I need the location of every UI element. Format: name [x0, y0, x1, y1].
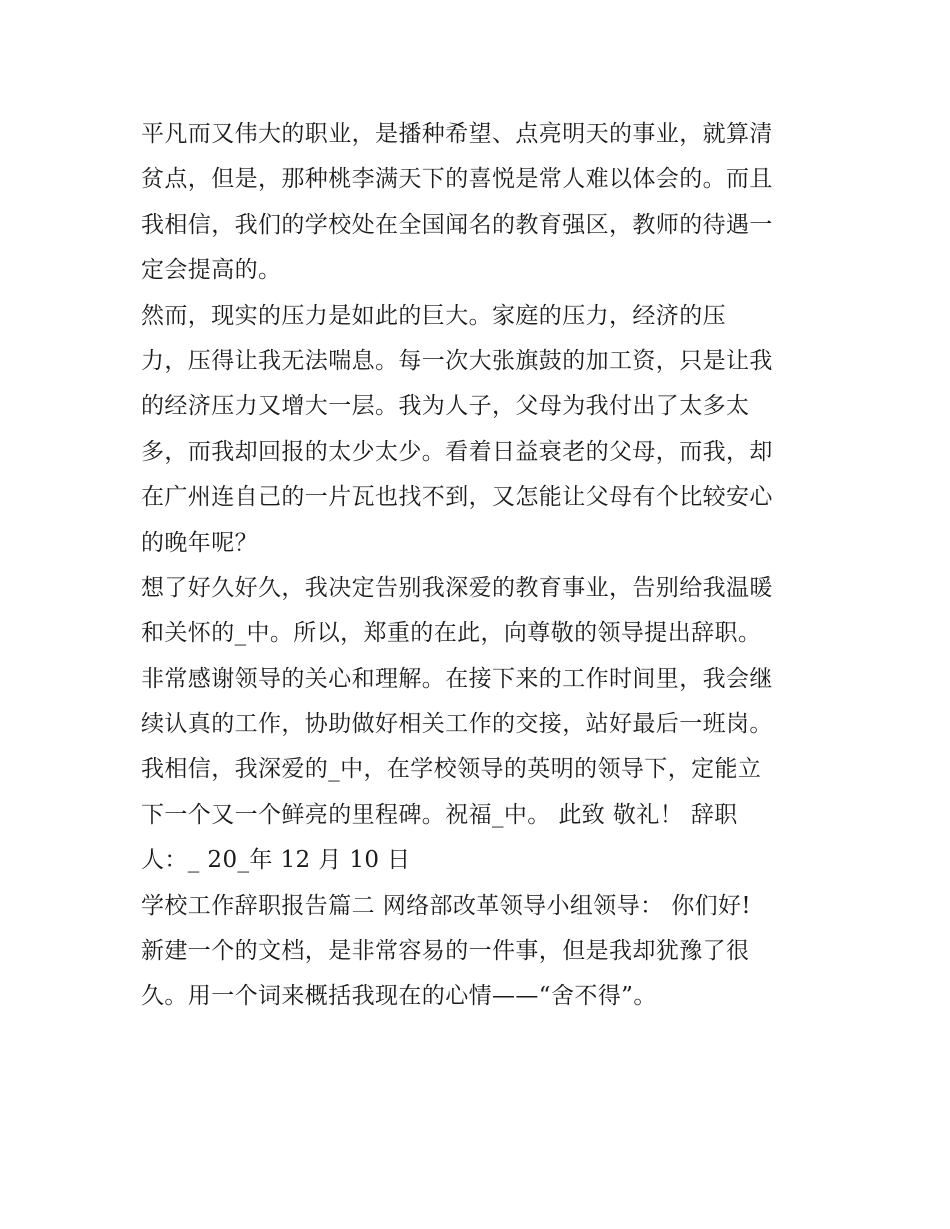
text-line: 我相信，我们的学校处在全国闻名的教育强区，教师的待遇一	[141, 211, 773, 238]
text-line: 多，而我却回报的太少太少。看着日益衰老的父母，而我，却	[141, 438, 773, 465]
text-line: 的晚年呢？	[141, 529, 258, 556]
text-line: 续认真的工作，协助做好相关工作的交接，站好最后一班岗。	[141, 711, 773, 738]
text-line: 和关怀的_中。所以，郑重的在此，向尊敬的领导提出辞职。	[141, 620, 762, 647]
text-line: 然而，现实的压力是如此的巨大。家庭的压力，经济的压	[141, 302, 726, 329]
text-line: 下一个又一个鲜亮的里程碑。祝福_中。 此致 敬礼！ 辞职	[141, 801, 738, 828]
text-line: 的经济压力又增大一层。我为人子，父母为我付出了太多太	[141, 393, 750, 420]
text-line: 非常感谢领导的关心和理解。在接下来的工作时间里，我会继	[141, 665, 773, 692]
text-line: 力，压得让我无法喘息。每一次大张旗鼓的加工资，只是让我	[141, 347, 773, 374]
text-line: 贫点，但是，那种桃李满天下的喜悦是常人难以体会的。而且	[141, 166, 773, 193]
text-line: 人：_ 20_年 12 月 10 日	[141, 847, 411, 874]
body-text	[141, 112, 821, 1020]
text-line: 久。用一个词来概括我现在的心情——“舍不得”。	[141, 983, 657, 1010]
text-line: 我相信，我深爱的_中，在学校领导的英明的领导下，定能立	[141, 756, 762, 783]
text-line: 定会提高的。	[141, 257, 282, 284]
text-line: 在广州连自己的一片瓦也找不到，又怎能让父母有个比较安心	[141, 484, 773, 511]
text-line: 想了好久好久，我决定告别我深爱的教育事业，告别给我温暖	[141, 574, 773, 601]
text-line: 新建一个的文档，是非常容易的一件事，但是我却犹豫了很	[141, 938, 750, 965]
text-line: 学校工作辞职报告篇二 网络部改革领导小组领导： 你们好!	[141, 892, 752, 919]
text-line: 平凡而又伟大的职业，是播种希望、点亮明天的事业，就算清	[141, 121, 773, 147]
